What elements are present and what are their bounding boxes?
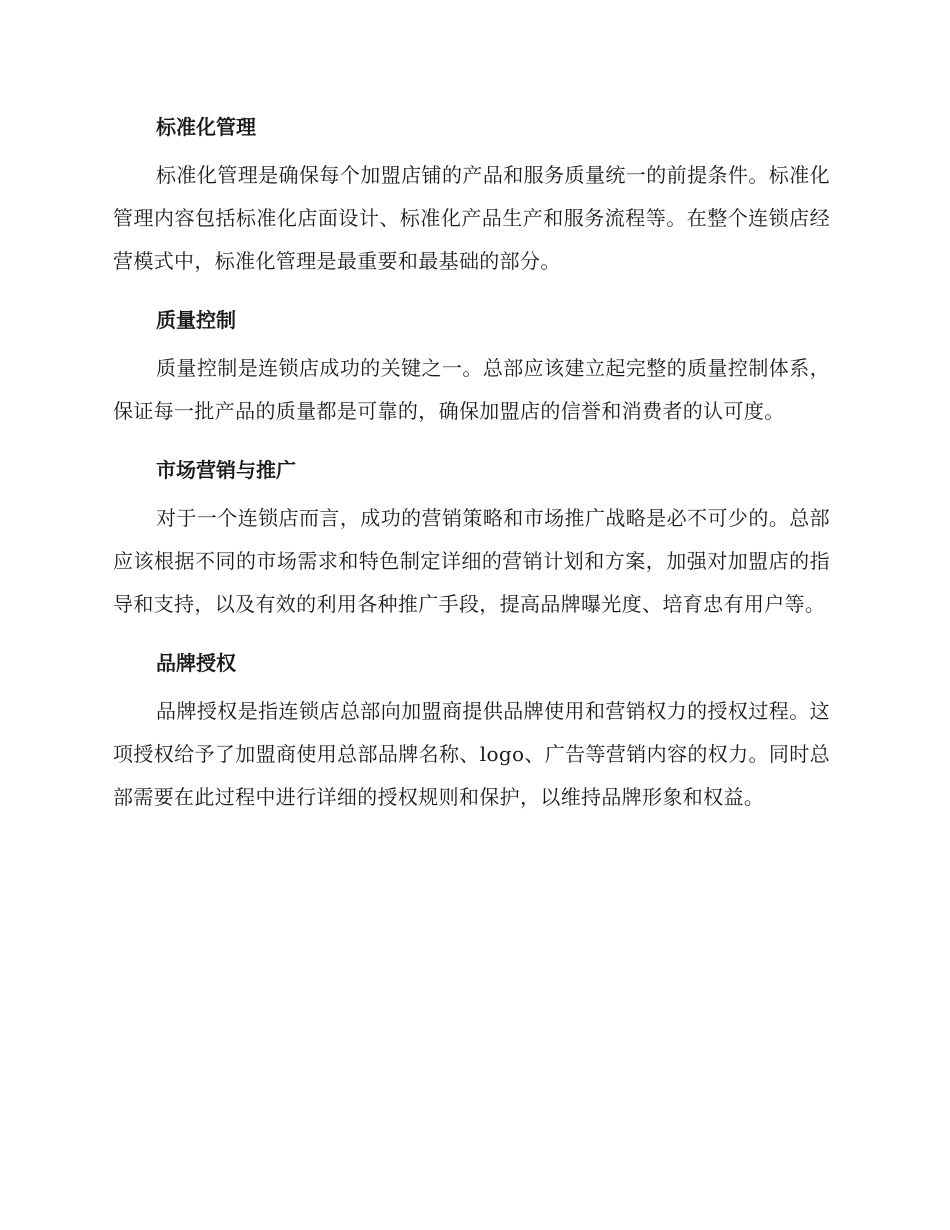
section-paragraph: 质量控制是连锁店成功的关键之一。总部应该建立起完整的质量控制体系，保证每一批产品的质量都是可靠的，确保加盟店的信誉和消费者的认可度。 (113, 356, 830, 423)
section-heading: 品牌授权 (156, 651, 236, 675)
section-heading: 标准化管理 (156, 115, 256, 139)
section-paragraph: 标准化管理是确保每个加盟店铺的产品和服务质量统一的前提条件。标准化管理内容包括标准化店面设计、标准化产品生产和服务流程等。在整个连锁店经营模式中，标准化管理是最重要和最基础的部分。 (113, 163, 830, 273)
section-quality-control (113, 301, 830, 433)
section-standardized-management (113, 108, 830, 283)
section-paragraph: 品牌授权是指连锁店总部向加盟商提供品牌使用和营销权力的授权过程。这项授权给予了加盟商使用总部品牌名称、logo、广告等营销内容的权力。同时总部需要在此过程中进行详细的授权规则和保护，以维持品牌形象和权益。 (113, 699, 830, 809)
section-brand-licensing (113, 644, 830, 819)
section-marketing-promotion (113, 451, 830, 626)
section-heading: 市场营销与推广 (156, 458, 296, 482)
section-heading: 质量控制 (156, 308, 236, 332)
document-content (113, 108, 830, 837)
section-paragraph: 对于一个连锁店而言，成功的营销策略和市场推广战略是必不可少的。总部应该根据不同的市场需求和特色制定详细的营销计划和方案，加强对加盟店的指导和支持，以及有效的利用各种推广手段，提高品牌曝光度、培育忠有用户等。 (113, 506, 830, 616)
